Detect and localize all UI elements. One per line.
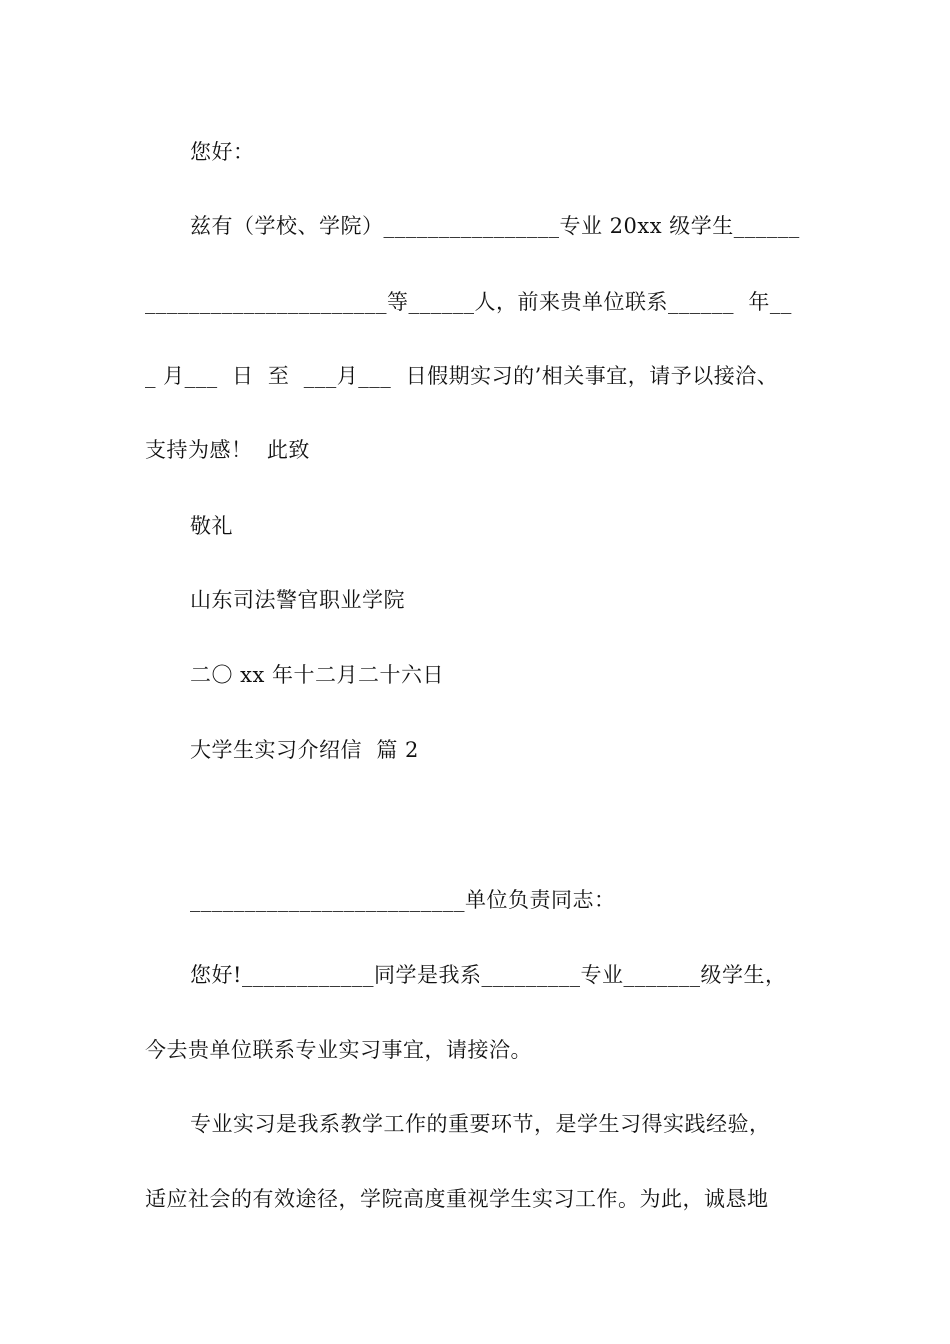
addressee-line: _________________________单位负责同志：: [190, 888, 616, 912]
date-line: 二〇 xx 年十二月二十六日: [190, 663, 445, 687]
body-line-2: ______________________等______人，前来贵单位联系______ 年__: [145, 290, 792, 314]
body-line-1: 兹有（学校、学院）________________专业 20xx 级学生______: [190, 214, 800, 238]
greeting-line: 您好：: [190, 140, 255, 164]
body-line-7: 专业实习是我系教学工作的重要环节，是学生习得实践经验，: [190, 1112, 771, 1136]
body-line-4: 支持为感！ 此致: [145, 438, 310, 462]
sender-line: 山东司法警官职业学院: [190, 588, 405, 612]
body-line-3: _ 月___ 日 至 ___月___ 日假期实习的’相关事宜，请予以接洽、: [145, 364, 779, 388]
body-line-8: 适应社会的有效途径，学院高度重视学生实习工作。为此，诚恳地: [145, 1187, 769, 1211]
salutation-line: 敬礼: [190, 514, 233, 538]
section-title: 大学生实习介绍信 篇 2: [190, 738, 419, 762]
body-line-5: 您好!____________同学是我系_________专业_______级学生，: [190, 963, 787, 987]
body-line-6: 今去贵单位联系专业实习事宜，请接洽。: [145, 1038, 532, 1062]
